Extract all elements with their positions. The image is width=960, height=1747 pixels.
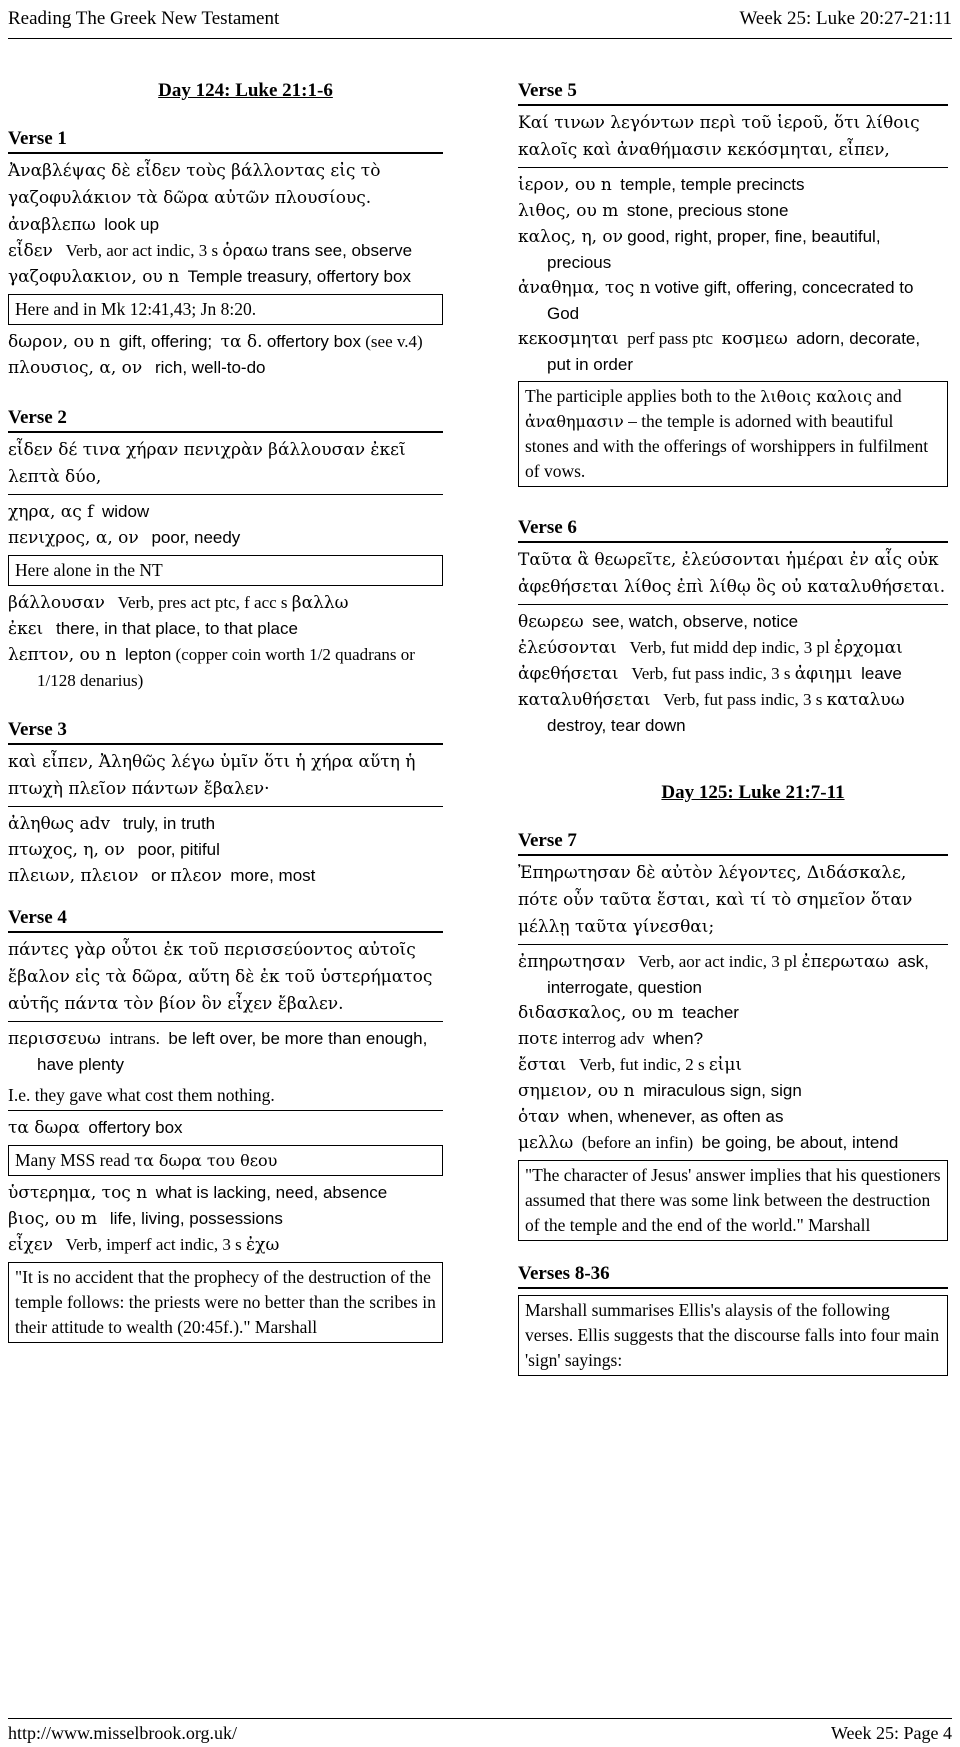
vocab-entry: κεκοσμηται perf pass ptc κοσμεω adorn, decorate, put in order — [518, 329, 921, 374]
vocab-entry: χηρα, ας f widow — [8, 502, 150, 522]
page-header — [8, 0, 952, 39]
verses-8-36-label: Verses 8-36 — [518, 1263, 948, 1289]
vocab-entry: εἶδεν Verb, aor act indic, 3 s ὁραω trans see, observe — [8, 241, 413, 261]
quote-box: "The character of Jesus' answer implies that his questioners assumed that there was some link between the destruction of the temple and the end of the world." Marshall — [518, 1160, 948, 1241]
vocab-entry: ἐλεύσονται Verb, fut midd dep indic, 3 pl ἐρχομαι — [518, 638, 903, 658]
vocab-entry: βάλλουσαν Verb, pres act ptc, f acc s βαλλω — [8, 593, 349, 613]
quote-box: "It is no accident that the prophecy of the destruction of the temple follows: the priests were no better than the scribes in their attitude to wealth (20:45f.)." Marshall — [8, 1262, 443, 1343]
vocab-entry: λιθος, ου m stone, precious stone — [518, 201, 789, 221]
verse-4-label: Verse 4 — [8, 907, 443, 933]
verse-7-text: Ἐπηρωτησαν δὲ αὐτὸν λέγοντες, Διδάσκαλε, πότε οὖν ταῦτα ἔσται, καὶ τί τὸ σημεῖον ὅταν μέλλῃ ταῦτα γίνεσθαι; — [518, 860, 948, 945]
vocab-entry: καλος, η, ον good, right, proper, fine, beautiful, precious — [518, 227, 881, 272]
vocab-entry: πλειων, πλειον or πλεον more, most — [8, 866, 316, 886]
note-line: I.e. they gave what cost them nothing. — [8, 1081, 443, 1111]
note-box: Marshall summarises Ellis's alaysis of the following verses. Ellis suggests that the discourse falls into four main 'sign' sayings: — [518, 1295, 948, 1376]
vocab-entry: περισσευω intrans. be left over, be more than enough, have plenty — [8, 1029, 428, 1074]
vocab-entry: ἀφεθήσεται Verb, fut pass indic, 3 s ἀφιημι leave — [518, 664, 902, 684]
footer-page: Week 25: Page 4 — [830, 1722, 952, 1743]
left-column — [8, 80, 443, 1347]
note-box: Here alone in the NT — [8, 555, 443, 586]
vocab-entry: γαζοφυλακιον, ου n Temple treasury, offertory box — [8, 267, 411, 287]
verse-2-label: Verse 2 — [8, 407, 443, 433]
verse-5-text: Καί τινων λεγόντων περὶ τοῦ ἱεροῦ, ὅτι λίθοις καλοῖς καὶ ἀναθήμασιν κεκόσμηται, εἶπεν, — [518, 110, 948, 168]
verse-5-label: Verse 5 — [518, 80, 948, 106]
vocab-entry: ἔσται Verb, fut indic, 2 s εἰμι — [518, 1055, 743, 1075]
vocab-entry: μελλω (before an infin) be going, be about, intend — [518, 1133, 899, 1153]
vocab-entry: ἐπηρωτησαν Verb, aor act indic, 3 pl ἐπερωταω ask, interrogate, question — [518, 952, 929, 997]
verse-6-text: Ταῦτα ἃ θεωρεῖτε, ἐλεύσονται ἡμέραι ἐν αἷς οὐκ ἀφεθήσεται λίθος ἐπὶ λίθῳ ὃς οὐ καταλυθήσεται. — [518, 547, 948, 605]
header-week: Week 25: Luke 20:27-21:11 — [739, 8, 952, 29]
vocab-entry: ἀληθως adv truly, in truth — [8, 814, 216, 834]
note-box: Here and in Mk 12:41,43; Jn 8:20. — [8, 294, 443, 325]
vocab-entry: δωρον, ου n gift, offering; τα δ. offertory box (see v.4) — [8, 332, 423, 352]
vocab-entry: βιος, ου m life, living, possessions — [8, 1209, 283, 1229]
vocab-entry: ὑστερημα, τος n what is lacking, need, absence — [8, 1183, 388, 1203]
vocab-entry: λεπτον, ου n lepton (copper coin worth 1/2 quadrans or 1/128 denarius) — [8, 645, 415, 690]
vocab-entry: εἶχεν Verb, imperf act indic, 3 s ἐχω — [8, 1235, 280, 1255]
note-box: The participle applies both to the λιθοις καλοις and ἀναθημασιν – the temple is adorned with beautiful stones and with the offerings of worshippers in fulfilment of vows. — [518, 381, 948, 487]
vocab-entry: θεωρεω see, watch, observe, notice — [518, 612, 799, 632]
vocab-entry: ὁταν when, whenever, as often as — [518, 1107, 784, 1127]
page-footer — [8, 1718, 952, 1747]
right-column — [518, 80, 948, 1380]
verse-4-text: πάντες γὰρ οὗτοι ἐκ τοῦ περισσεύοντος αὐτοῖς ἔβαλον εἰς τὰ δῶρα, αὕτη δὲ ἐκ τοῦ ὑστερήματος αὐτῆς πάντα τὸν βίον ὃν εἶχεν ἔβαλεν. — [8, 937, 443, 1022]
note-box: Many MSS read τα δωρα του θεου — [8, 1145, 443, 1176]
vocab-entry: ποτε interrog adv when? — [518, 1029, 704, 1049]
vocab-entry: πτωχος, η, ον poor, pitiful — [8, 840, 220, 860]
footer-url[interactable]: http://www.misselbrook.org.uk/ — [8, 1722, 237, 1743]
vocab-entry: πλουσιος, α, ον rich, well-to-do — [8, 358, 266, 378]
verse-1-text: Ἀναβλέψας δὲ εἶδεν τοὺς βάλλοντας εἰς τὸ γαζοφυλάκιον τὰ δῶρα αὐτῶν πλουσίους. — [8, 161, 381, 208]
vocab-entry: καταλυθήσεται Verb, fut pass indic, 3 s καταλυω destroy, tear down — [518, 690, 905, 735]
verse-3-label: Verse 3 — [8, 719, 443, 745]
verse-2-text: εἶδεν δέ τινα χήραν πενιχρὰν βάλλουσαν ἐκεῖ λεπτὰ δύο, — [8, 437, 443, 495]
vocab-entry: διδασκαλος, ου m teacher — [518, 1003, 739, 1023]
header-title: Reading The Greek New Testament — [8, 8, 280, 29]
vocab-entry: ἀναθημα, τος n votive gift, offering, concecrated to God — [518, 278, 914, 323]
vocab-entry: σημειον, ου n miraculous sign, sign — [518, 1081, 802, 1101]
day-125-heading: Day 125: Luke 21:7-11 — [661, 782, 845, 803]
vocab-entry: ἱερον, ου n temple, temple precincts — [518, 175, 805, 195]
verse-7-label: Verse 7 — [518, 830, 948, 856]
day-124-heading: Day 124: Luke 21:1-6 — [158, 80, 333, 101]
vocab-entry: ἀναβλεπω look up — [8, 215, 160, 235]
vocab-entry: ἐκει there, in that place, to that place — [8, 619, 298, 639]
vocab-entry: τα δωρα offertory box — [8, 1118, 183, 1138]
verse-3-text: καὶ εἶπεν, Ἀληθῶς λέγω ὑμῖν ὅτι ἡ χήρα αὕτη ἡ πτωχὴ πλεῖον πάντων ἔβαλεν· — [8, 749, 443, 807]
verse-6-label: Verse 6 — [518, 517, 948, 543]
verse-1-label: Verse 1 — [8, 128, 443, 154]
vocab-entry: πενιχρος, α, ον poor, needy — [8, 528, 241, 548]
